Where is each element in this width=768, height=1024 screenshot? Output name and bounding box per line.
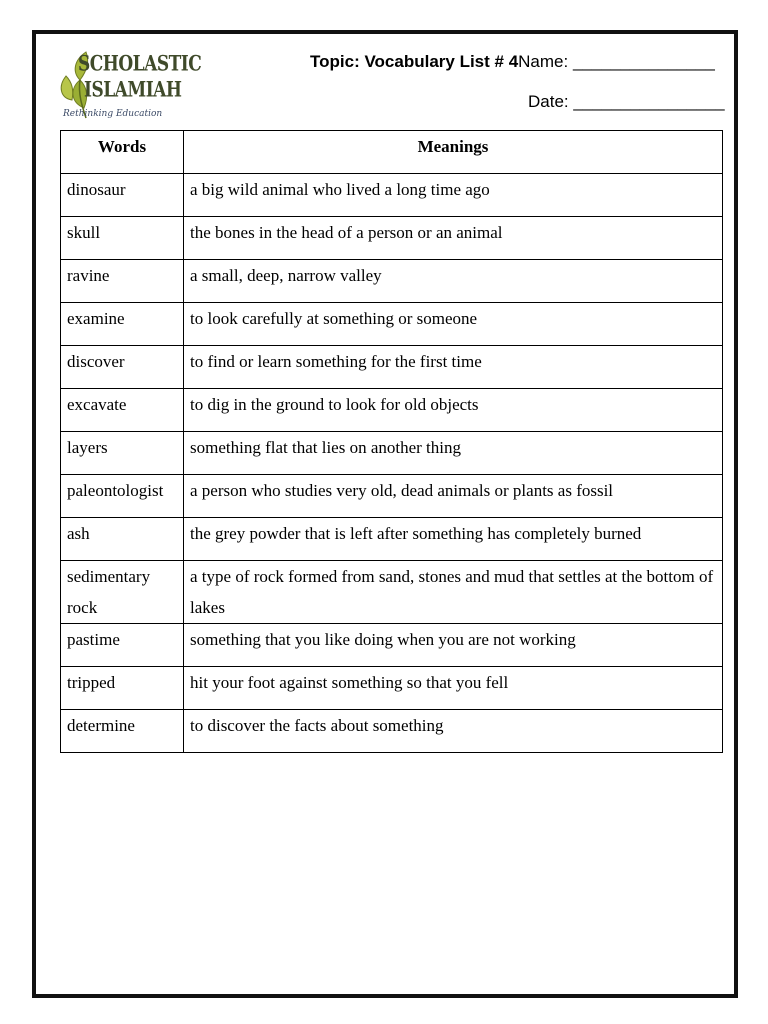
table-row: [61, 561, 723, 624]
vocab-meaning: to find or learn something for the first time: [184, 346, 723, 389]
vocab-word: ravine: [61, 260, 184, 303]
topic-label: Topic: Vocabulary List # 4: [310, 52, 519, 71]
topic-heading: [310, 52, 715, 72]
vocabulary-table: [60, 130, 723, 753]
vocab-meaning: something that you like doing when you are not working: [184, 624, 723, 667]
vocab-word: pastime: [61, 624, 184, 667]
vocab-meaning: to dig in the ground to look for old objects: [184, 389, 723, 432]
logo-line1: SCHOLASTIC: [78, 51, 202, 77]
table-header-row: [61, 131, 723, 174]
vocab-word: paleontologist: [61, 475, 184, 518]
vocab-word: layers: [61, 432, 184, 475]
table-row: [61, 667, 723, 710]
name-field-label: Name: _______________: [518, 52, 715, 71]
vocab-meaning: a person who studies very old, dead animals or plants as fossil: [184, 475, 723, 518]
table-row: [61, 710, 723, 753]
vocab-meaning: a small, deep, narrow valley: [184, 260, 723, 303]
vocab-word: ash: [61, 518, 184, 561]
vocab-word: discover: [61, 346, 184, 389]
table-row: [61, 432, 723, 475]
vocab-meaning: the grey powder that is left after something has completely burned: [184, 518, 723, 561]
table-row: [61, 346, 723, 389]
vocab-meaning: to look carefully at something or someone: [184, 303, 723, 346]
table-row: [61, 624, 723, 667]
vocab-meaning: something flat that lies on another thing: [184, 432, 723, 475]
vocab-meaning: to discover the facts about something: [184, 710, 723, 753]
date-field-label: Date: ________________: [528, 92, 725, 111]
logo-tagline: Rethinking Education: [63, 109, 163, 119]
vocab-meaning: hit your foot against something so that you fell: [184, 667, 723, 710]
column-header-words: Words: [61, 131, 184, 174]
vocab-word: tripped: [61, 667, 184, 710]
vocab-word: determine: [61, 710, 184, 753]
table-row: [61, 174, 723, 217]
vocab-word: dinosaur: [61, 174, 184, 217]
table-row: [61, 518, 723, 561]
vocab-meaning: the bones in the head of a person or an animal: [184, 217, 723, 260]
vocab-word: skull: [61, 217, 184, 260]
logo-line2: ISLAMIAH: [84, 77, 182, 103]
table-row: [61, 260, 723, 303]
vocab-word: examine: [61, 303, 184, 346]
table-row: [61, 475, 723, 518]
vocab-word: sedimentary rock: [61, 561, 184, 624]
table-body: [61, 174, 723, 753]
vocab-meaning: a type of rock formed from sand, stones and mud that settles at the bottom of lakes: [184, 561, 723, 624]
table-row: [61, 303, 723, 346]
table-row: [61, 389, 723, 432]
table-row: [61, 217, 723, 260]
vocab-meaning: a big wild animal who lived a long time ago: [184, 174, 723, 217]
column-header-meanings: Meanings: [184, 131, 723, 174]
vocab-word: excavate: [61, 389, 184, 432]
